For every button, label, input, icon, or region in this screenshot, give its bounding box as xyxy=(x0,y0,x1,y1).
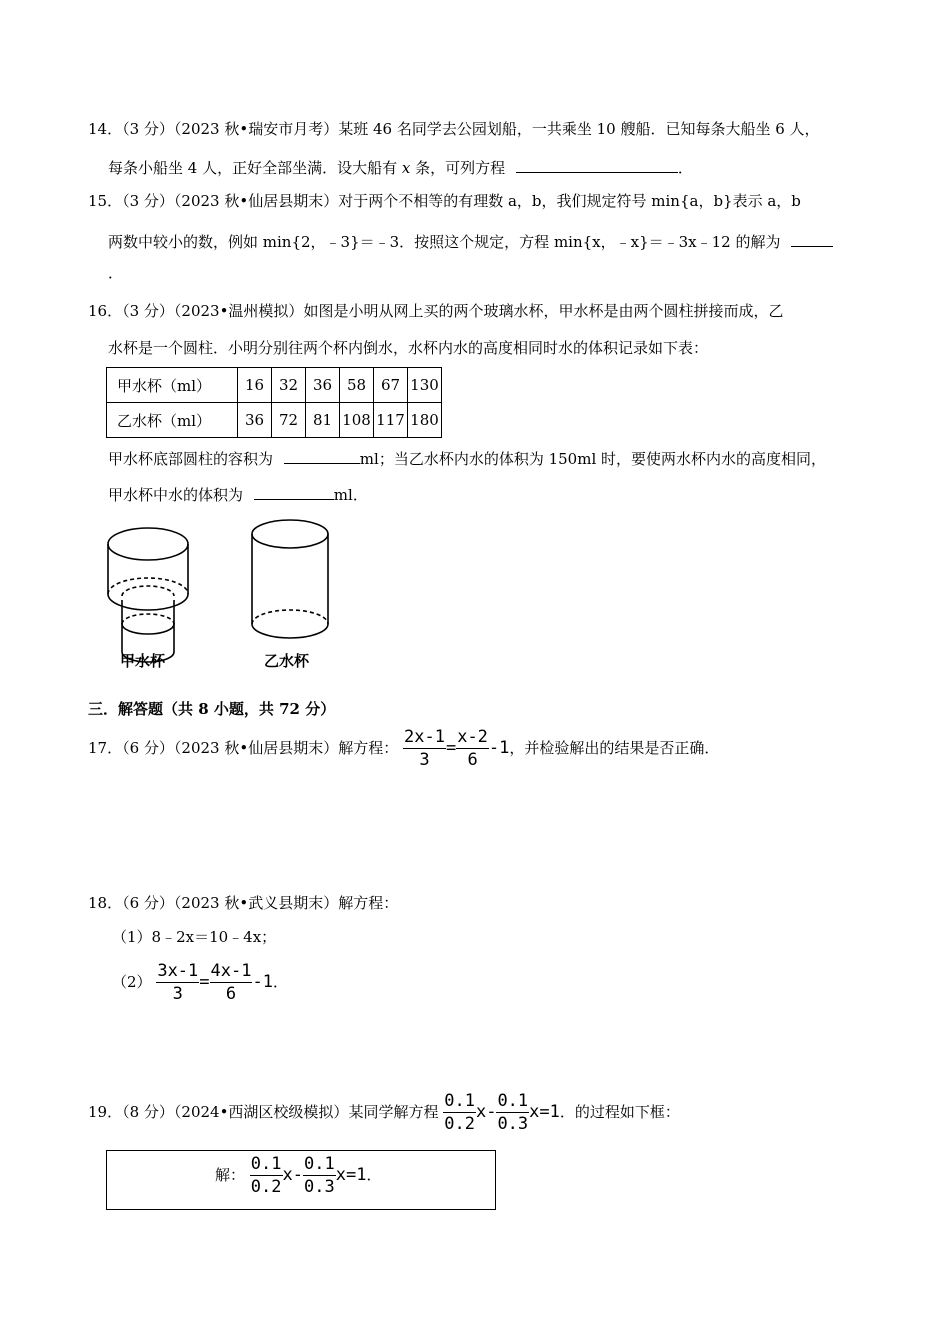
score: （3 分） xyxy=(122,302,174,320)
question-text: ml；当乙水杯内水的体积为 150ml 时，要使两水杯内水的高度相同， xyxy=(359,450,827,468)
minus-one: -1 xyxy=(488,738,510,759)
minus-one: -1 xyxy=(252,972,273,993)
question-text: 某班 46 名同学去公园划船，一共乘坐 10 艘船．已知每条大船坐 6 人， xyxy=(338,120,820,138)
q17-line xyxy=(88,728,719,769)
cup-a-drawing xyxy=(108,528,188,662)
q14-line1 xyxy=(88,122,820,137)
numerator: x-2 xyxy=(457,727,488,747)
fraction xyxy=(456,728,489,769)
solution-box xyxy=(106,1150,496,1210)
q16-line4 xyxy=(108,485,368,503)
question-text: 解方程： xyxy=(338,739,399,758)
score: （3 分） xyxy=(122,120,174,138)
table-cell: 16 xyxy=(238,368,272,403)
fraction xyxy=(303,1155,336,1196)
q18-part2 xyxy=(112,962,288,1003)
denominator: 0.2 xyxy=(250,1176,282,1197)
numerator: 0.1 xyxy=(304,1154,335,1174)
fraction xyxy=(156,962,199,1003)
denominator: 0.2 xyxy=(444,1113,475,1134)
question-number: 19． xyxy=(88,1103,123,1122)
cups-figure xyxy=(100,512,340,674)
fraction xyxy=(496,1092,529,1133)
q15-end xyxy=(108,266,123,281)
table-cell: 36 xyxy=(306,368,340,403)
denominator: 0.3 xyxy=(304,1176,335,1197)
numerator: 0.1 xyxy=(444,1091,475,1111)
numerator: 4x-1 xyxy=(210,961,252,981)
table-cell: 117 xyxy=(374,403,408,438)
answer-blank[interactable] xyxy=(516,158,678,173)
denominator: 3 xyxy=(419,749,430,770)
x-equals-one: x=1 xyxy=(335,1165,367,1186)
source: （2024•西湖区校级模拟） xyxy=(173,1103,349,1122)
question-text: 甲水杯中水的体积为 xyxy=(108,486,244,504)
q15-line1 xyxy=(88,194,801,209)
question-text: 每条小船坐 4 人，正好全部坐满．设大船有 xyxy=(108,159,398,177)
equals: = xyxy=(445,738,457,759)
numerator: 0.1 xyxy=(497,1091,529,1111)
q16-line2 xyxy=(108,341,708,356)
q18-line1 xyxy=(88,896,398,911)
q16-line1 xyxy=(88,304,783,319)
cup-b-drawing xyxy=(252,520,328,638)
score: （8 分） xyxy=(122,1103,174,1122)
source: （2023•温州模拟） xyxy=(173,302,304,320)
answer-blank[interactable] xyxy=(284,449,360,464)
table-row xyxy=(107,403,442,438)
fraction xyxy=(250,1155,283,1196)
source: （2023 秋•仙居县期末） xyxy=(173,739,339,758)
table-cell: 67 xyxy=(374,368,408,403)
cup-a-label: 甲水杯 xyxy=(120,652,166,670)
question-number: 15． xyxy=(88,192,123,210)
equals: = xyxy=(199,972,210,993)
score: （6 分） xyxy=(122,894,174,912)
numerator: 0.1 xyxy=(250,1154,282,1174)
q16-line3 xyxy=(108,449,826,467)
source: （2023 秋•武义县期末） xyxy=(173,894,339,912)
source: （2023 秋•仙居县期末） xyxy=(173,192,339,210)
table-row-header: 乙水杯（ml） xyxy=(107,403,238,438)
fraction xyxy=(210,962,253,1003)
question-text: ．的过程如下框： xyxy=(559,1103,680,1122)
numerator: 3x-1 xyxy=(157,961,199,981)
q18-part1: （1）8﹣2x＝10﹣4x； xyxy=(112,928,277,946)
score: （3 分） xyxy=(122,192,174,210)
period: ． xyxy=(677,159,693,177)
denominator: 0.3 xyxy=(497,1113,529,1134)
question-text: 解方程： xyxy=(338,894,399,912)
question-text: 两数中较小的数，例如 min{2，﹣3}＝﹣3．按照这个规定，方程 min{x，﹣x}＝﹣3x﹣12 的解为 xyxy=(108,233,781,251)
question-text: 水杯是一个圆柱．小明分别往两个杯内倒水，水杯内水的高度相同时水的体积记录如下表： xyxy=(108,339,709,357)
fraction xyxy=(403,728,446,769)
question-number: 17． xyxy=(88,739,123,758)
table-cell: 180 xyxy=(408,403,442,438)
answer-blank[interactable] xyxy=(254,485,334,500)
table-cell: 58 xyxy=(340,368,374,403)
period: ． xyxy=(108,264,124,282)
table-cell: 81 xyxy=(306,403,340,438)
q14-line2 xyxy=(108,158,693,176)
variable: x xyxy=(401,159,411,177)
solution-label: 解： xyxy=(215,1166,246,1185)
q19-line xyxy=(88,1092,680,1133)
period: ． xyxy=(366,1166,382,1185)
denominator: 3 xyxy=(172,983,183,1004)
period: ． xyxy=(272,973,288,992)
question-text: ，并检验解出的结果是否正确． xyxy=(509,739,720,758)
table-row xyxy=(107,368,442,403)
solution-line xyxy=(215,1155,381,1196)
question-number: 16． xyxy=(88,302,123,320)
question-text: 某同学解方程 xyxy=(348,1103,439,1122)
table-cell: 32 xyxy=(272,368,306,403)
question-text: ml． xyxy=(333,486,368,504)
source: （2023 秋•瑞安市月考） xyxy=(173,120,339,138)
section-title: 三．解答题（共 8 小题，共 72 分） xyxy=(88,700,336,718)
denominator: 6 xyxy=(225,983,237,1004)
question-number: 18． xyxy=(88,894,123,912)
question-number: 14． xyxy=(88,120,123,138)
score: （6 分） xyxy=(122,739,174,758)
x-minus: x- xyxy=(475,1102,497,1123)
x-equals-one: x=1 xyxy=(529,1102,560,1123)
denominator: 6 xyxy=(467,749,478,770)
numerator: 2x-1 xyxy=(404,727,445,747)
question-text: 条，可列方程 xyxy=(415,159,506,177)
volume-table xyxy=(106,367,442,438)
table-row-header: 甲水杯（ml） xyxy=(107,368,238,403)
answer-blank[interactable] xyxy=(791,232,833,247)
cup-b-label: 乙水杯 xyxy=(264,652,310,670)
fraction xyxy=(443,1092,476,1133)
table-cell: 36 xyxy=(238,403,272,438)
question-text: 甲水杯底部圆柱的容积为 xyxy=(108,450,274,468)
q15-line2 xyxy=(108,232,833,250)
part-label: （2） xyxy=(112,973,152,992)
x-minus: x- xyxy=(282,1165,303,1186)
table-cell: 130 xyxy=(408,368,442,403)
table-cell: 108 xyxy=(340,403,374,438)
table-cell: 72 xyxy=(272,403,306,438)
question-text: 如图是小明从网上买的两个玻璃水杯，甲水杯是由两个圆柱拼接而成，乙 xyxy=(303,302,784,320)
question-text: 对于两个不相等的有理数 a，b，我们规定符号 min{a，b}表示 a，b xyxy=(338,192,801,210)
